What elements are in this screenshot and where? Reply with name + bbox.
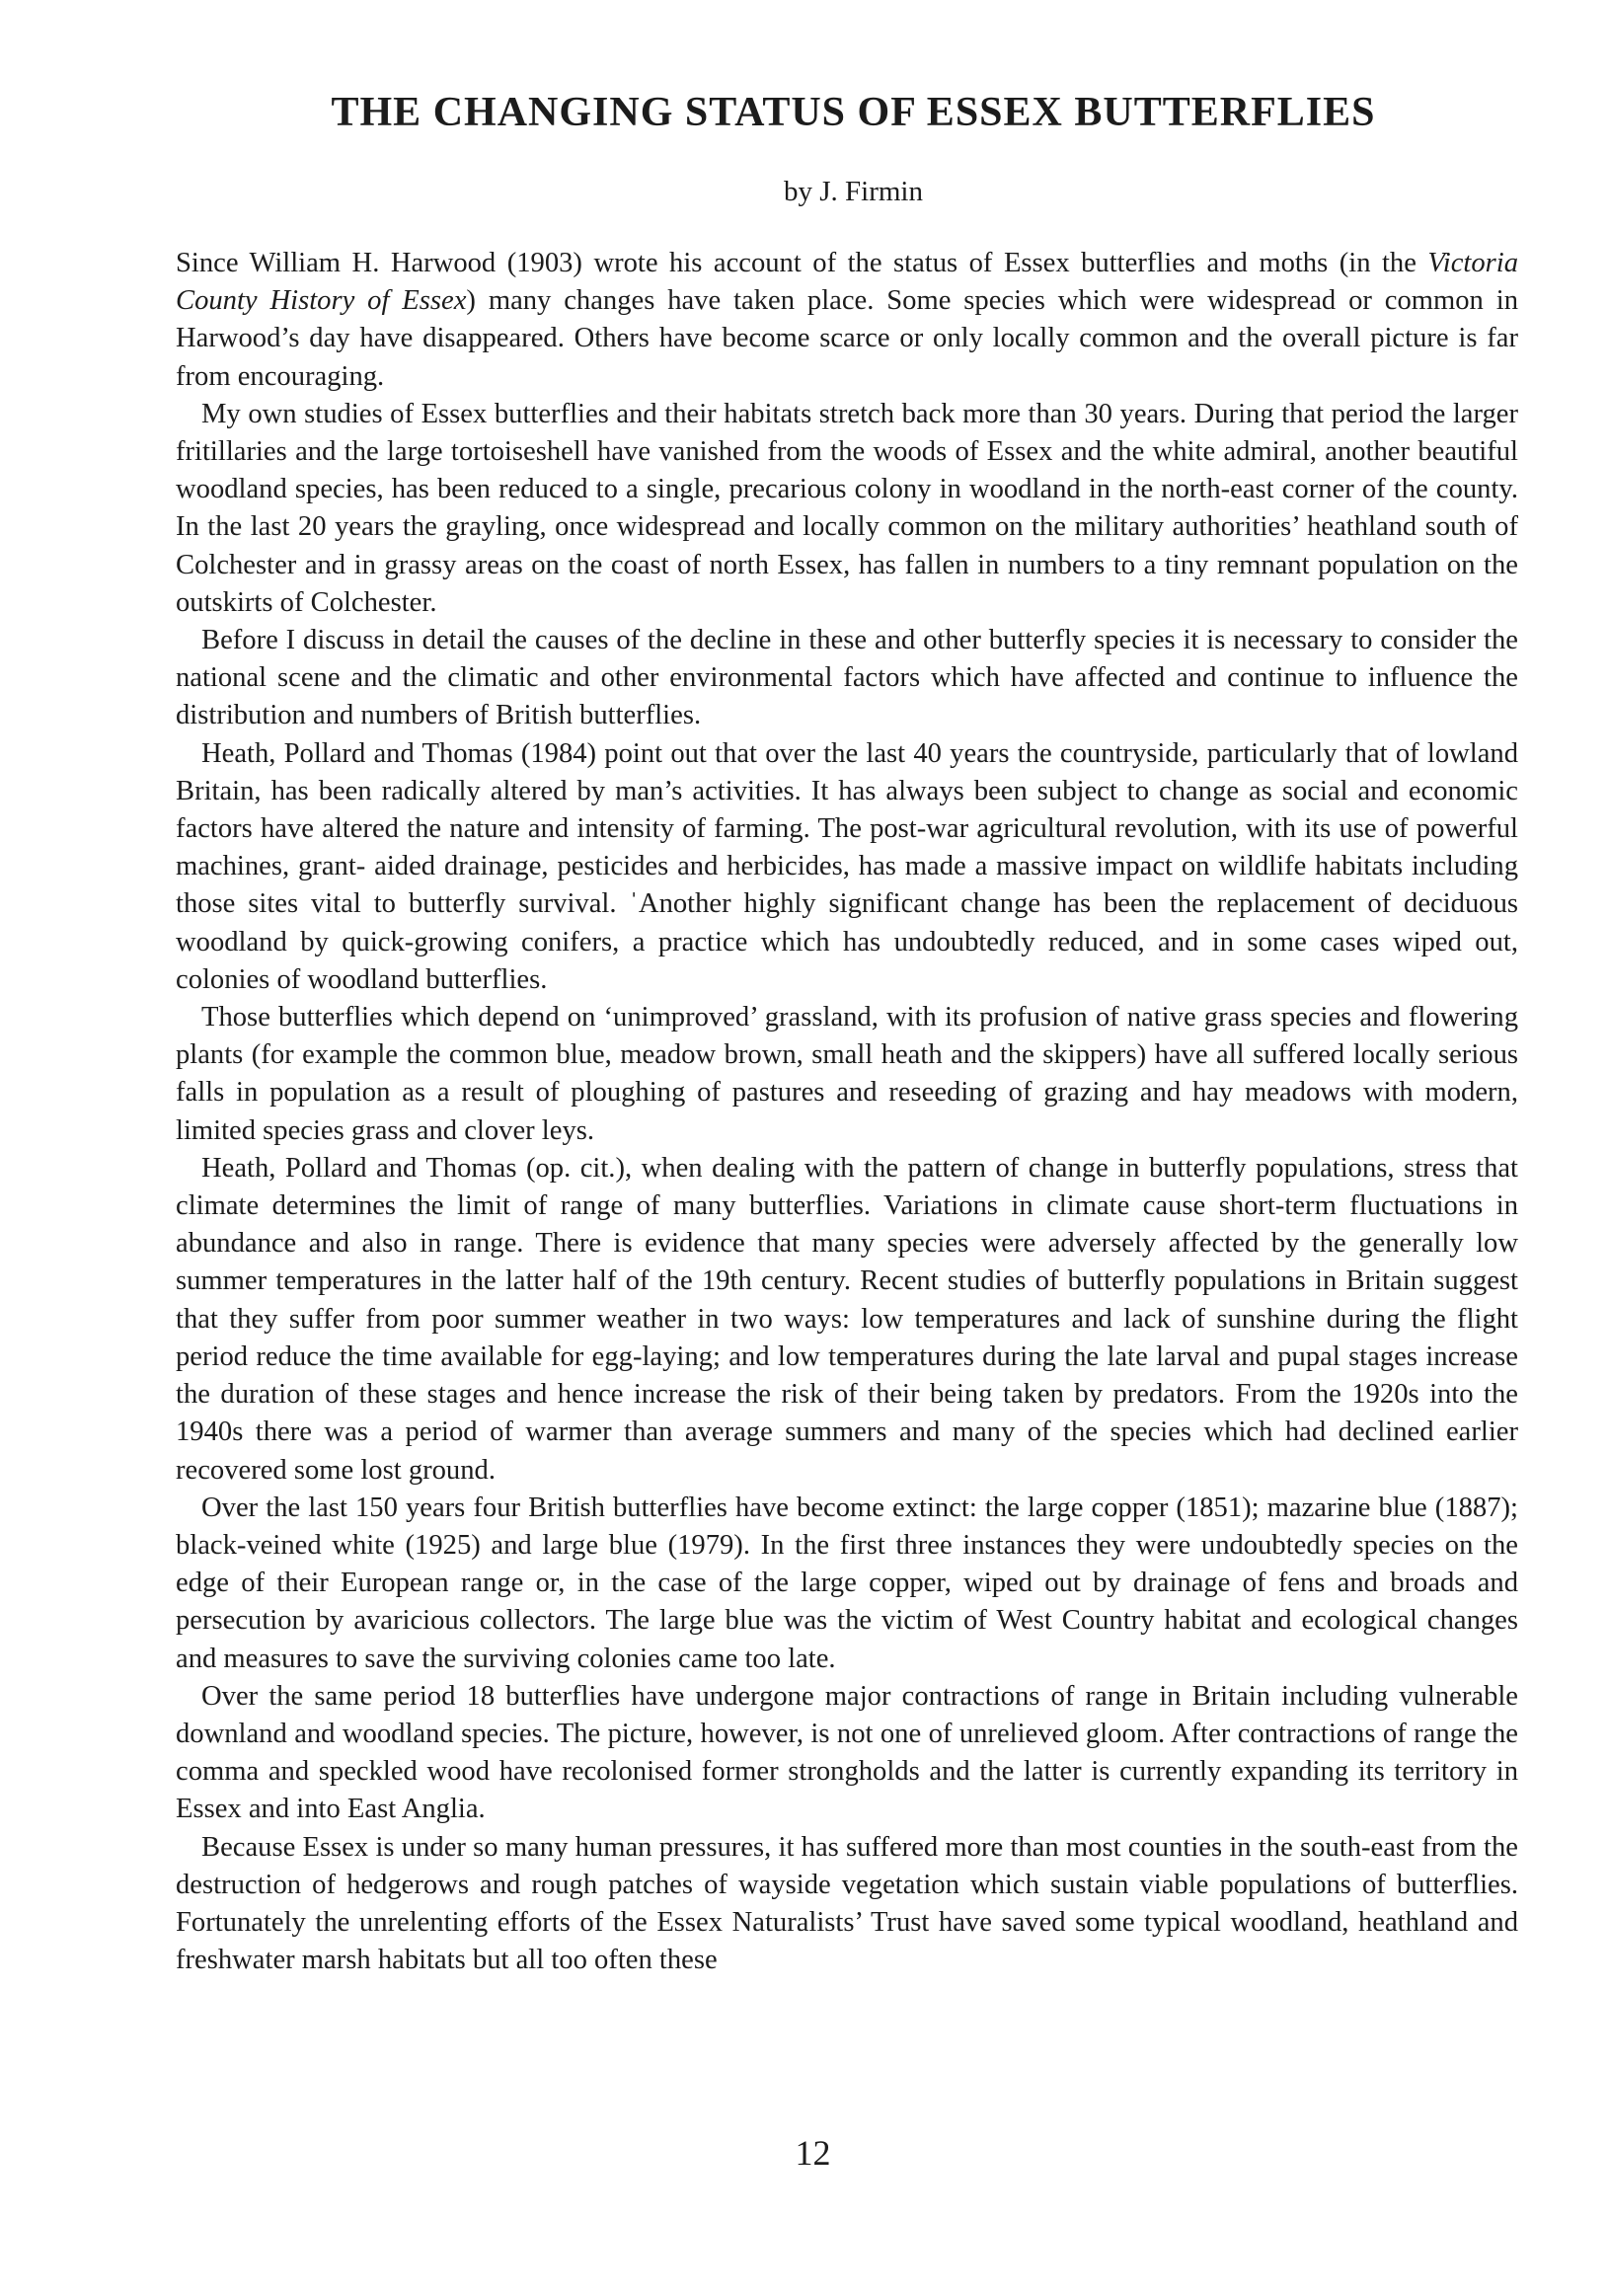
- paragraph-1-italic-title: Victoria County History of Essex: [176, 248, 1518, 317]
- page-number: 12: [795, 2133, 831, 2173]
- paragraph-8: Over the same period 18 butterflies have undergone major contractions of range in Britain including vulnerable downland and woodland species. The picture, however, is not one of unrelieved gloom. After contractions of range the comma and speckled wood have recolonised former strongholds and the latter is currently expanding its territory in Essex and into East Anglia.: [176, 1680, 1518, 1825]
- paragraph-4: Heath, Pollard and Thomas (1984) point out that over the last 40 years the countryside, particularly that of lowland Britain, has been radically altered by man’s activities. It has always been subject to change as social and economic factors have altered the nature and intensity of farming. The post-war agricultural revolution, with its use of powerful machines, grant- aided drainage, pesticides and herbicides, has made a massive impact on wildlife habitats including those sites vital to butterfly survival. ˈAnother highly significant change has been the replacement of deciduous woodland by quick-growing conifers, a practice which has undoubtedly reduced, and in some cases wiped out, colonies of woodland butterflies.: [176, 737, 1518, 995]
- paragraph-7: Over the last 150 years four British butterflies have become extinct: the large copper (1851); mazarine blue (1887); black-veined white (1925) and large blue (1979). In the first three instances they were undoubtedly species on the edge of their European range or, in the case of the large copper, wiped out by drainage of fens and broads and persecution by avaricious collectors. The large blue was the victim of West Country habitat and ecological changes and measures to save the surviving colonies came too late.: [176, 1492, 1518, 1674]
- paragraph-6: Heath, Pollard and Thomas (op. cit.), when dealing with the pattern of change in butterfly populations, stress that climate determines the limit of range of many butterflies. Variations in climate cause short-term fluctuations in abundance and also in range. There is evidence that many species were adversely affected by the generally low summer temperatures in the latter half of the 19th century. Recent studies of butterfly populations in Britain suggest that they suffer from poor summer weather in two ways: low temperatures and lack of sunshine during the flight period reduce the time available for egg-laying; and low temperatures during the late larval and pupal stages increase the duration of these stages and hence increase the risk of their being taken by predators. From the 1920s into the 1940s there was a period of warmer than average summers and many of the species which had declined earlier recovered some lost ground.: [176, 1152, 1518, 1486]
- paragraph-1: [176, 245, 1518, 396]
- author-byline: by J. Firmin: [784, 176, 923, 207]
- paragraph-9: Because Essex is under so many human pressures, it has suffered more than most counties in the south-east from the destruction of hedgerows and rough patches of wayside vegetation which sustain viable populations of butterflies. Fortunately the unrelenting efforts of the Essex Naturalists’ Trust have saved some typical woodland, heathland and freshwater marsh habitats but all too often these: [176, 1831, 1518, 1976]
- article-body: [176, 245, 1518, 1979]
- article-title: THE CHANGING STATUS OF ESSEX BUTTERFLIES: [331, 90, 1376, 135]
- paragraph-5: Those butterflies which depend on ‘unimproved’ grassland, with its profusion of native grass species and flowering plants (for example the common blue, meadow brown, small heath and the skippers) have all suffered locally serious falls in population as a result of ploughing of pastures and reseeding of grazing and hay meadows with modern, limited species grass and clover leys.: [176, 1002, 1518, 1146]
- paragraph-1-text-a: Since William H. Harwood (1903) wrote his account of the status of Essex butterflies and moths (in the: [176, 248, 1428, 278]
- paragraph-2: My own studies of Essex butterflies and their habitats stretch back more than 30 years. During that period the larger fritillaries and the large tortoiseshell have vanished from the woods of Essex and the white admiral, another beautiful woodland species, has been reduced to a single, precarious colony in woodland in the north-east corner of the county. In the last 20 years the grayling, once widespread and locally common on the military authorities’ heathland south of Colchester and in grassy areas on the coast of north Essex, has fallen in numbers to a tiny remnant population on the outskirts of Colchester.: [176, 398, 1518, 618]
- paragraph-3: Before I discuss in detail the causes of the decline in these and other butterfly species it is necessary to consider the national scene and the climatic and other environmental factors which have affected and continue to influence the distribution and numbers of British butterflies.: [176, 625, 1518, 731]
- paragraph-1-text-b: ) many changes have taken place. Some species which were widespread or common in Harwood’s day have disappeared. Others have become scarce or only locally common and the overall picture is far from encouraging.: [176, 285, 1518, 392]
